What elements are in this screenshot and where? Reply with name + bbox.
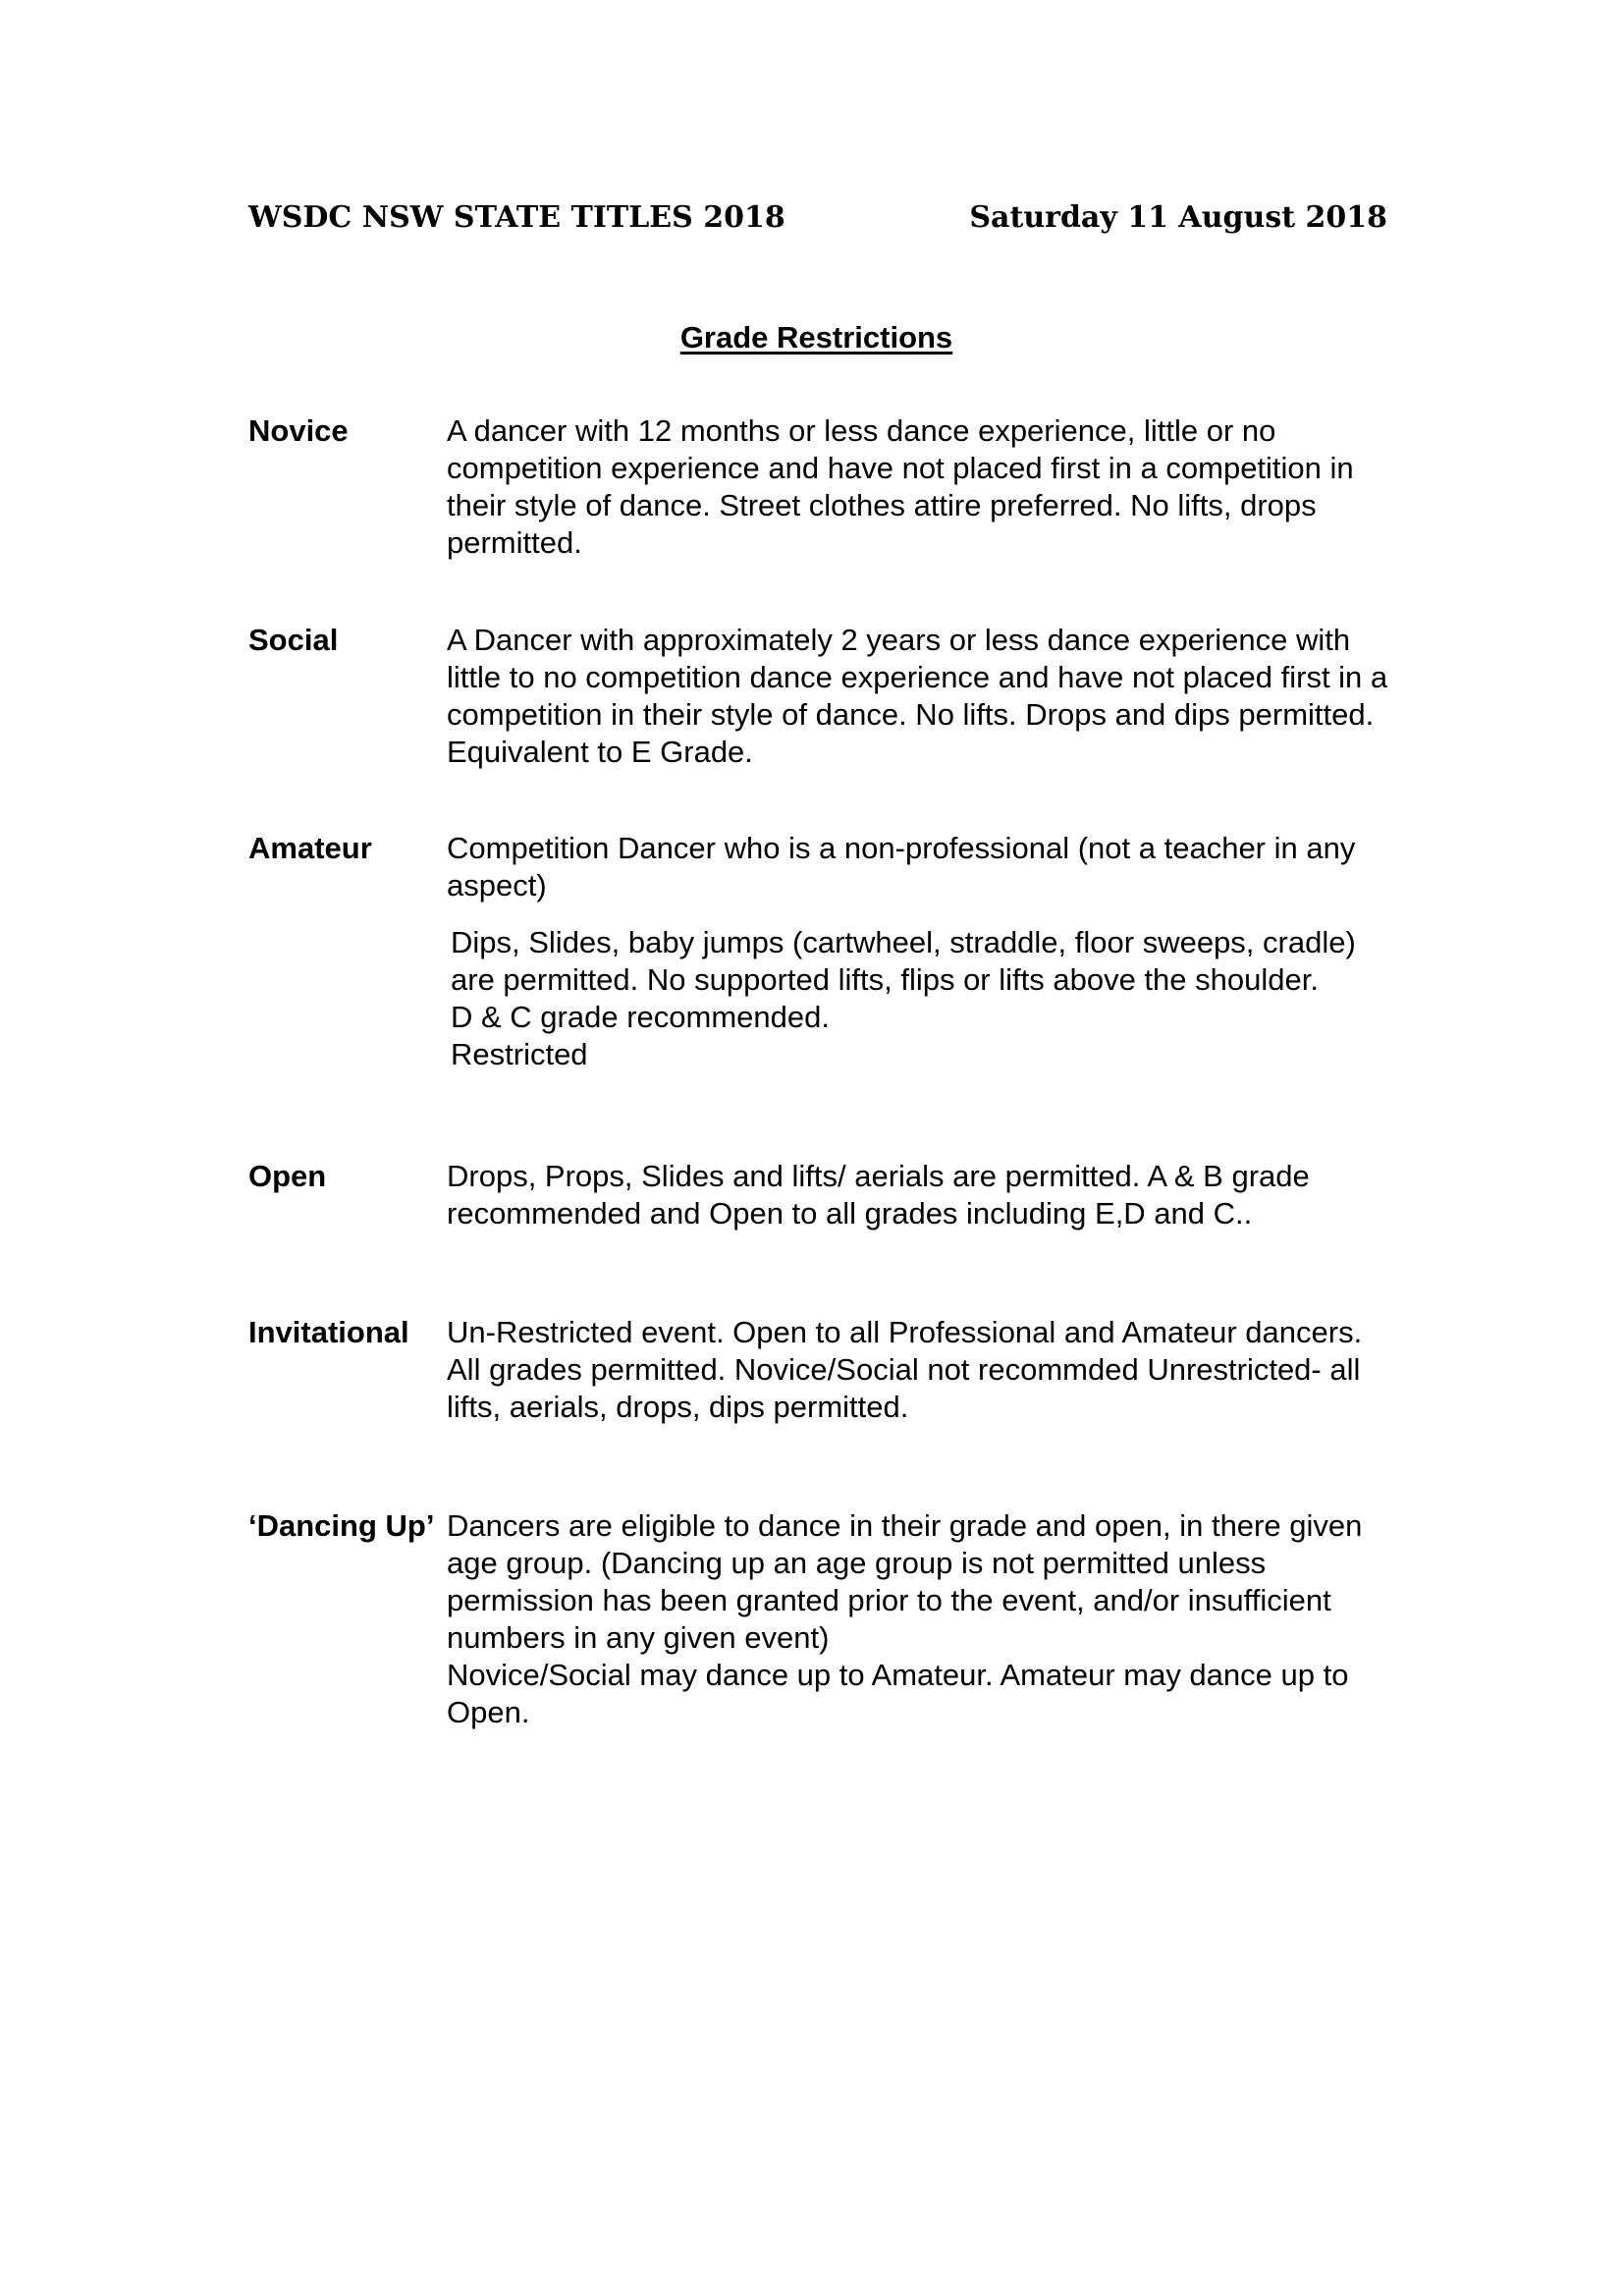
- description-line: aspect): [447, 868, 547, 902]
- description-line: permission has been granted prior to the event, and/or insufficient: [447, 1583, 1331, 1617]
- description-line: lifts, aerials, drops, dips permitted.: [447, 1390, 909, 1424]
- grade-label: Social: [248, 623, 339, 657]
- description-line: are permitted. No supported lifts, flips or lifts above the shoulder.: [451, 962, 1319, 997]
- description-line: D & C grade recommended.: [451, 1000, 830, 1034]
- grade-social: [248, 622, 1397, 771]
- description-line: little to no competition dance experience and have not placed first in a: [447, 660, 1388, 694]
- description-paragraph: [447, 1314, 1397, 1426]
- description-line: Un-Restricted event. Open to all Professional and Amateur dancers.: [447, 1315, 1363, 1349]
- grade-label: Amateur: [248, 831, 372, 865]
- description-paragraph: [447, 412, 1397, 562]
- description-line: competition experience and have not placed first in a competition in: [447, 451, 1354, 485]
- description-line: Restricted: [451, 1037, 588, 1071]
- description-line: recommended and Open to all grades including E,D and C..: [447, 1196, 1253, 1230]
- description-line: A dancer with 12 months or less dance experience, little or no: [447, 413, 1276, 448]
- grade-label: Invitational: [248, 1315, 409, 1349]
- description-line: Drops, Props, Slides and lifts/ aerials are permitted. A & B grade: [447, 1159, 1310, 1193]
- description-line: Open.: [447, 1695, 530, 1729]
- grade-description: [447, 1158, 1397, 1232]
- description-line: numbers in any given event): [447, 1620, 830, 1655]
- description-line: All grades permitted. Novice/Social not recommded Unrestricted- all: [447, 1352, 1361, 1387]
- description-paragraph: [447, 1158, 1397, 1232]
- grade-description: [447, 412, 1397, 562]
- description-line: age group. (Dancing up an age group is not permitted unless: [447, 1546, 1267, 1580]
- grade-description: [447, 830, 1397, 1073]
- grade-dancing-up: [248, 1507, 1397, 1731]
- document-header: [248, 196, 1387, 240]
- grade-amateur: [248, 830, 1397, 1073]
- grade-description: [447, 1314, 1397, 1426]
- description-paragraph: [447, 622, 1397, 771]
- description-line: competition in their style of dance. No lifts. Drops and dips permitted.: [447, 697, 1375, 732]
- grade-description: [447, 622, 1397, 771]
- event-date: Saturday 11 August 2018: [969, 200, 1387, 235]
- page-title: Grade Restrictions: [679, 320, 953, 355]
- grade-label: Novice: [248, 413, 349, 448]
- grade-novice: [248, 412, 1397, 562]
- grade-description: [447, 1507, 1397, 1731]
- description-paragraph: [447, 924, 1397, 1073]
- event-title: WSDC NSW STATE TITLES 2018: [248, 200, 785, 235]
- description-line: Competition Dancer who is a non-professional (not a teacher in any: [447, 831, 1356, 865]
- description-line: Dancers are eligible to dance in their grade and open, in there given: [447, 1508, 1363, 1543]
- description-paragraph: [447, 830, 1397, 904]
- description-line: A Dancer with approximately 2 years or less dance experience with: [447, 623, 1351, 657]
- description-line: permitted.: [447, 525, 582, 560]
- grade-open: [248, 1158, 1397, 1232]
- grade-label: Open: [248, 1159, 327, 1193]
- description-line: their style of dance. Street clothes attire preferred. No lifts, drops: [447, 488, 1317, 522]
- description-line: Dips, Slides, baby jumps (cartwheel, straddle, floor sweeps, cradle): [451, 925, 1356, 959]
- description-line: Novice/Social may dance up to Amateur. Amateur may dance up to: [447, 1658, 1349, 1692]
- description-line: Equivalent to E Grade.: [447, 735, 753, 769]
- grade-invitational: [248, 1314, 1397, 1426]
- grade-label: ‘Dancing Up’: [248, 1508, 435, 1543]
- description-paragraph: [447, 1507, 1397, 1731]
